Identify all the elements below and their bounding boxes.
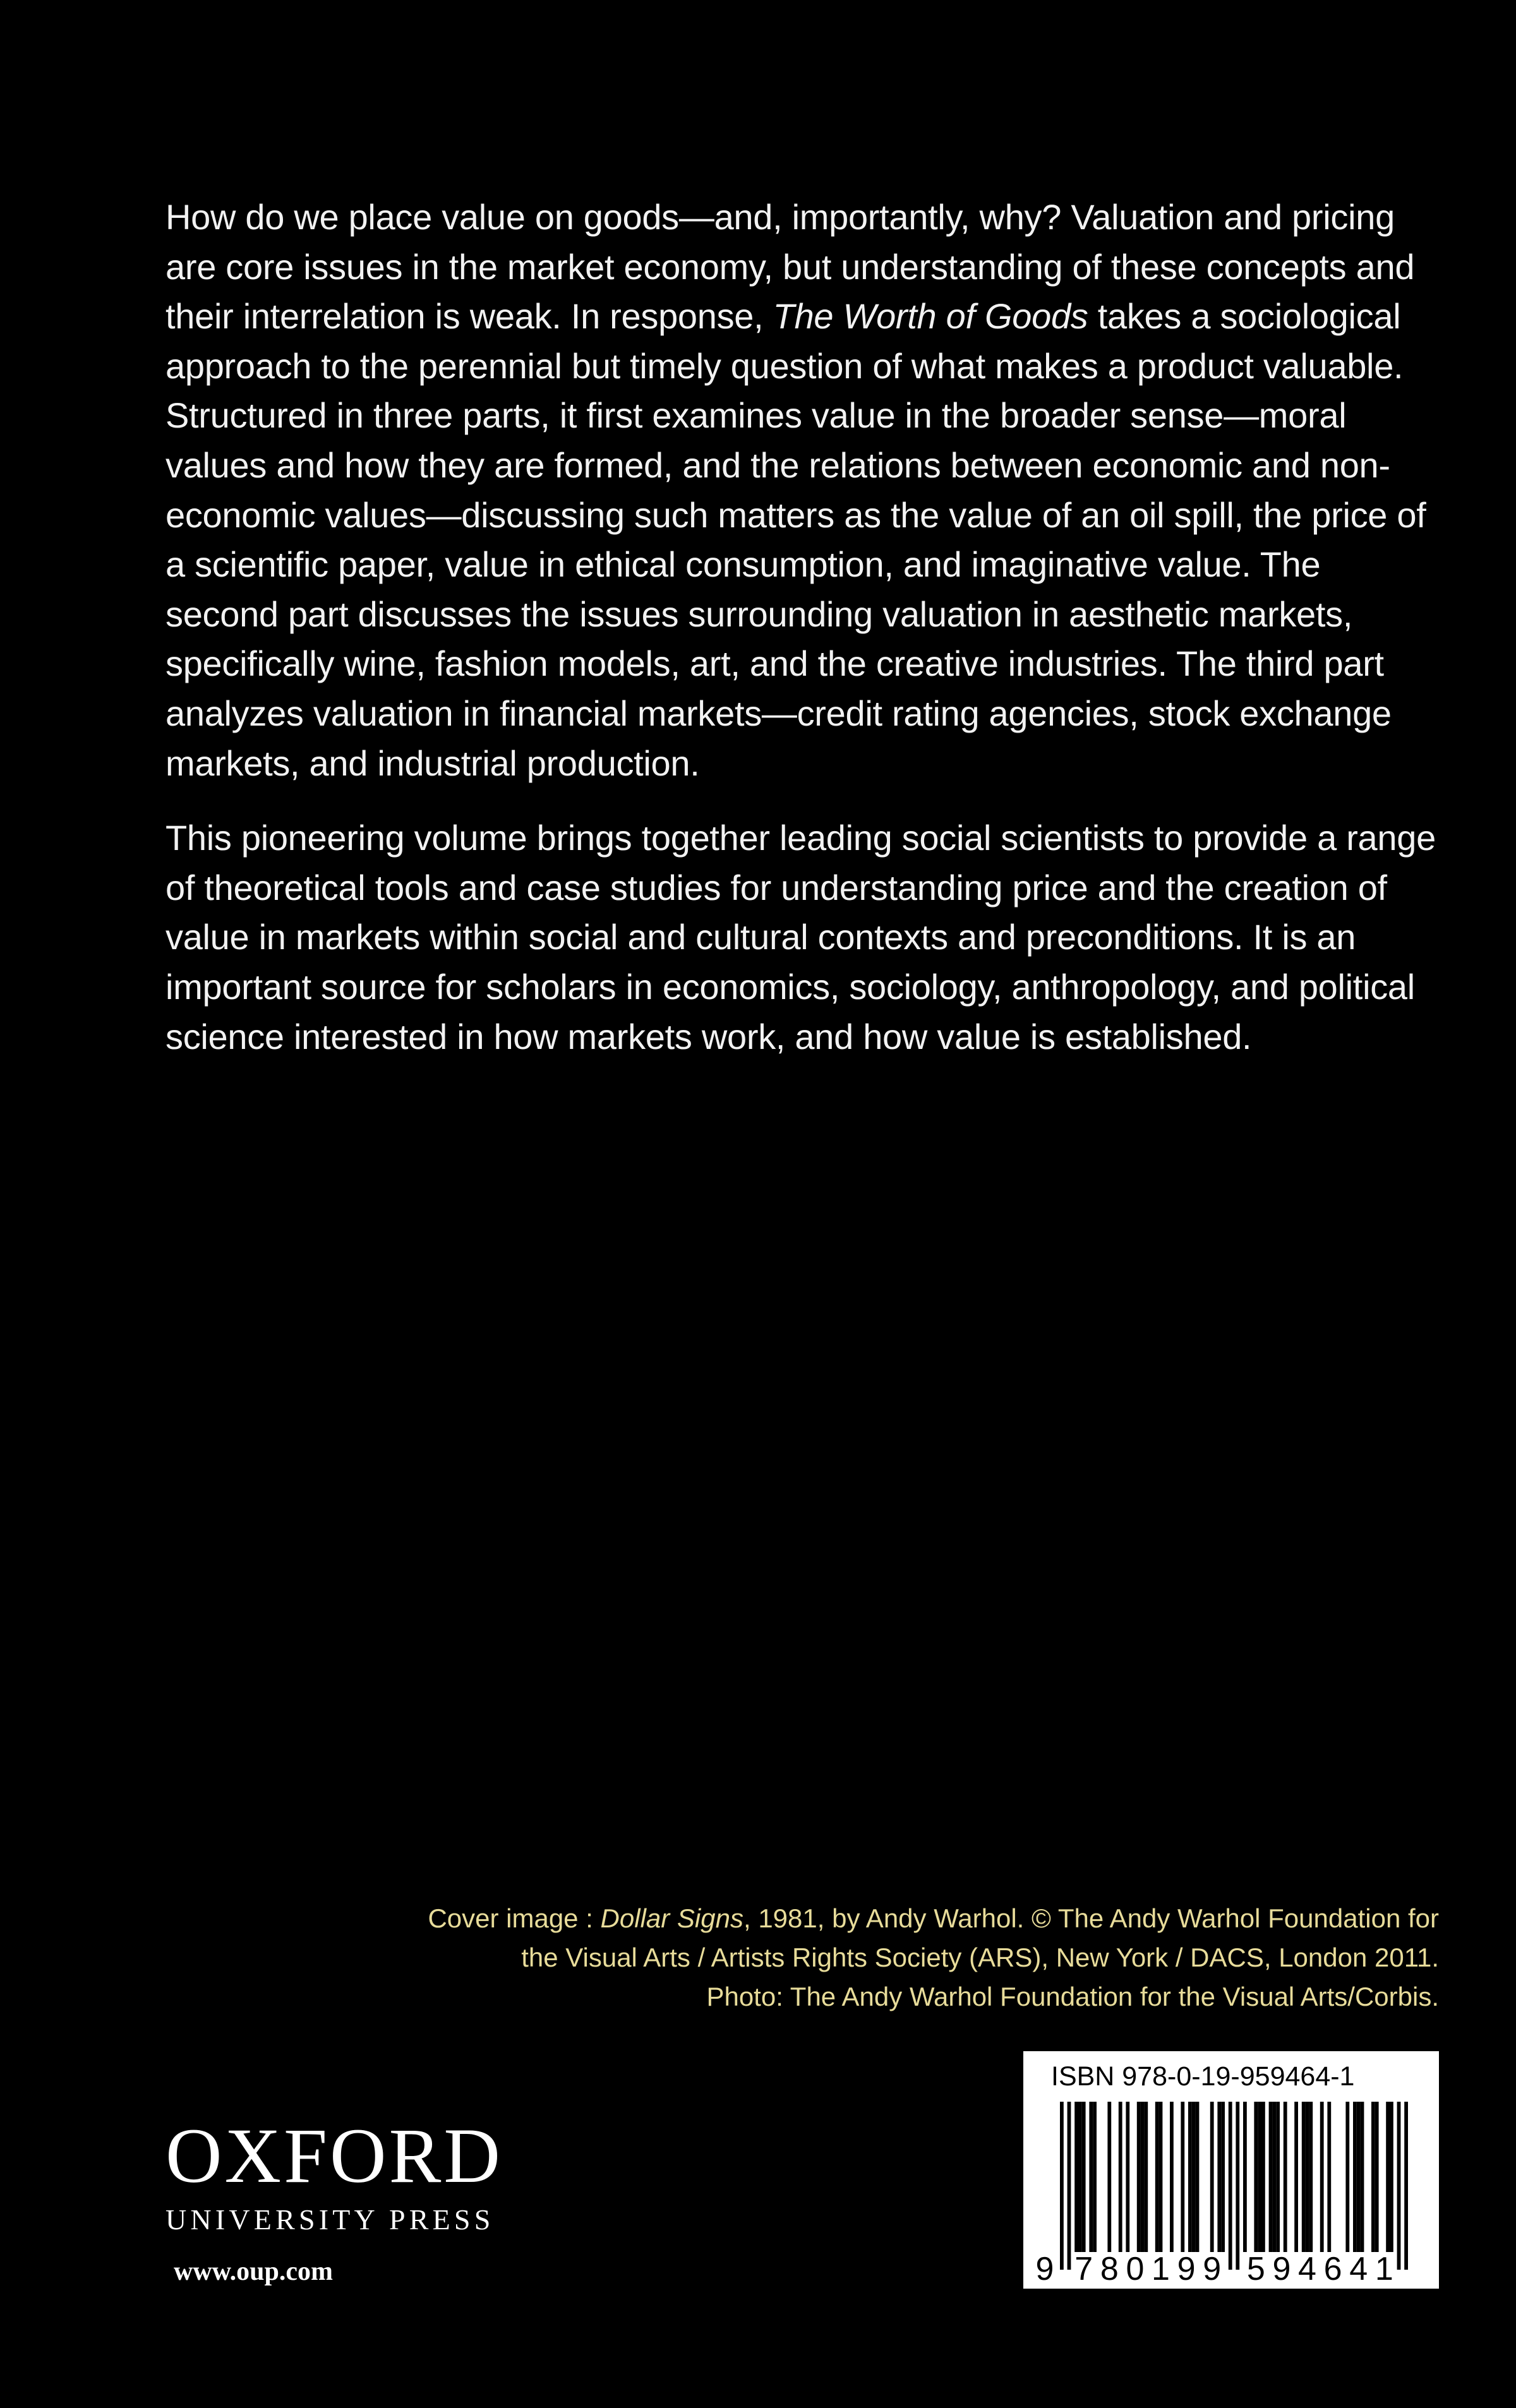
barcode-digit: 7 bbox=[1074, 2251, 1093, 2287]
barcode-bar bbox=[1327, 2102, 1331, 2252]
barcode-bar bbox=[1345, 2102, 1349, 2252]
barcode-bar bbox=[1221, 2102, 1225, 2252]
publisher-name: OXFORD bbox=[165, 2112, 503, 2199]
credit-line-1-rest: , 1981, by Andy Warhol. © The Andy Warhol Foundation for bbox=[743, 1903, 1439, 1933]
barcode-bar bbox=[1210, 2102, 1214, 2252]
barcode-bar bbox=[1320, 2102, 1324, 2252]
barcode-bar bbox=[1258, 2102, 1261, 2252]
barcode-bar bbox=[1089, 2102, 1093, 2252]
barcode-digit: 4 bbox=[1349, 2251, 1368, 2287]
barcode-bar bbox=[1371, 2102, 1375, 2252]
barcode-bar bbox=[1078, 2102, 1082, 2252]
barcode-digits bbox=[1036, 2251, 1393, 2287]
barcode-bar bbox=[1107, 2102, 1111, 2252]
barcode-bar bbox=[1159, 2102, 1163, 2252]
isbn-barcode bbox=[1023, 2051, 1439, 2289]
barcode-bar bbox=[1306, 2102, 1309, 2252]
blurb-paragraph-2: This pioneering volume brings together leading social scientists to provide a range of theoretical tools and case studies for understanding price and the creation of value in markets within social and cultural contexts and preconditions. It is an important source for scholars in economics, sociology, anthropology, and political science interested in how markets work, and how value is established. bbox=[165, 818, 1436, 1057]
barcode-bar bbox=[1254, 2102, 1258, 2252]
barcode-bar bbox=[1155, 2102, 1159, 2252]
credit-prefix: Cover image : bbox=[428, 1903, 601, 1933]
cover-image-credit bbox=[239, 1899, 1439, 2016]
barcode-bar bbox=[1217, 2102, 1221, 2252]
barcode-bar bbox=[1302, 2102, 1306, 2252]
barcode-digit: 1 bbox=[1152, 2251, 1170, 2287]
barcode-bar bbox=[1284, 2102, 1287, 2252]
barcode-bar bbox=[1082, 2102, 1086, 2252]
barcode-bar bbox=[1170, 2102, 1174, 2252]
barcode-bar bbox=[1144, 2102, 1148, 2252]
credit-artwork: Dollar Signs bbox=[600, 1903, 743, 1933]
barcode-bar bbox=[1386, 2102, 1390, 2252]
barcode-bar bbox=[1404, 2102, 1408, 2270]
credit-line-1 bbox=[239, 1899, 1439, 1938]
barcode-bar bbox=[1137, 2102, 1141, 2252]
barcode-digit: 8 bbox=[1100, 2251, 1119, 2287]
barcode-digit: 9 bbox=[1035, 2251, 1054, 2287]
barcode-bar bbox=[1119, 2102, 1122, 2252]
barcode-bar bbox=[1390, 2102, 1393, 2252]
barcode-digit: 9 bbox=[1203, 2251, 1222, 2287]
publisher-website: www.oup.com bbox=[174, 2257, 334, 2286]
book-title: The Worth of Goods bbox=[773, 296, 1088, 337]
blurb-p1-before: How do we place value on goods—and, importantly, why? Valuation and pricing are core issues in the market economy, but understanding of these concepts and their interrelation is weak. In response, bbox=[165, 197, 1415, 337]
blurb bbox=[165, 193, 1441, 1062]
barcode-bar bbox=[1229, 2102, 1232, 2270]
barcode-bar bbox=[1397, 2102, 1401, 2270]
barcode-digit: 4 bbox=[1298, 2251, 1316, 2287]
barcode-bar bbox=[1272, 2102, 1276, 2252]
blurb-p1-after: takes a sociological approach to the perennial but timely question of what makes a product valuable. Structured in three parts, it first examines value in the broader sense—moral values and how they are formed, and the relations between economic and non-economic values—discussing such matters as the value of an oil spill, the price of a scientific paper, value in ethical consumption, and imaginative value. The second part discusses the issues surrounding valuation in aesthetic markets, specifically wine, fashion models, art, and the creative industries. The third part analyzes valuation in financial markets—credit rating agencies, stock exchange markets, and industrial production. bbox=[165, 296, 1426, 783]
barcode-digit: 9 bbox=[1272, 2251, 1291, 2287]
barcode-bar bbox=[1357, 2102, 1361, 2252]
barcode-bar bbox=[1276, 2102, 1280, 2252]
publisher-subtitle: UNIVERSITY PRESS bbox=[165, 2203, 495, 2236]
barcode-digit: 0 bbox=[1126, 2251, 1145, 2287]
barcode-digit: 5 bbox=[1246, 2251, 1265, 2287]
barcode-bar bbox=[1188, 2102, 1192, 2252]
barcode-bars bbox=[1060, 2102, 1408, 2270]
barcode-bar bbox=[1294, 2102, 1298, 2252]
barcode-bar bbox=[1181, 2102, 1184, 2252]
credit-line-2: the Visual Arts / Artists Rights Society (ARS), New York / DACS, London 2011. bbox=[521, 1943, 1439, 1972]
barcode-bar bbox=[1361, 2102, 1364, 2252]
isbn-label: ISBN 978-0-19-959464-1 bbox=[1051, 2061, 1355, 2092]
barcode-bar bbox=[1309, 2102, 1313, 2252]
barcode-bar bbox=[1060, 2102, 1064, 2270]
barcode-bar bbox=[1126, 2102, 1129, 2252]
barcode-digit: 6 bbox=[1323, 2251, 1342, 2287]
publisher-logo bbox=[165, 2112, 503, 2236]
barcode-digit: 9 bbox=[1177, 2251, 1196, 2287]
blurb-paragraph-1 bbox=[165, 193, 1441, 788]
barcode-bar bbox=[1243, 2102, 1247, 2252]
barcode-bar bbox=[1093, 2102, 1097, 2252]
barcode-bar bbox=[1353, 2102, 1357, 2252]
barcode-bar bbox=[1068, 2102, 1071, 2270]
barcode-bar bbox=[1192, 2102, 1196, 2252]
barcode-bar bbox=[1261, 2102, 1265, 2252]
credit-line-3: Photo: The Andy Warhol Foundation for the Visual Arts/Corbis. bbox=[706, 1982, 1439, 2011]
barcode-bar bbox=[1269, 2102, 1273, 2252]
barcode-digit: 1 bbox=[1375, 2251, 1393, 2287]
barcode-bar bbox=[1196, 2102, 1200, 2252]
barcode-bar bbox=[1074, 2102, 1078, 2252]
barcode-bar bbox=[1236, 2102, 1239, 2270]
barcode-bar bbox=[1375, 2102, 1379, 2252]
barcode-bar bbox=[1141, 2102, 1145, 2252]
